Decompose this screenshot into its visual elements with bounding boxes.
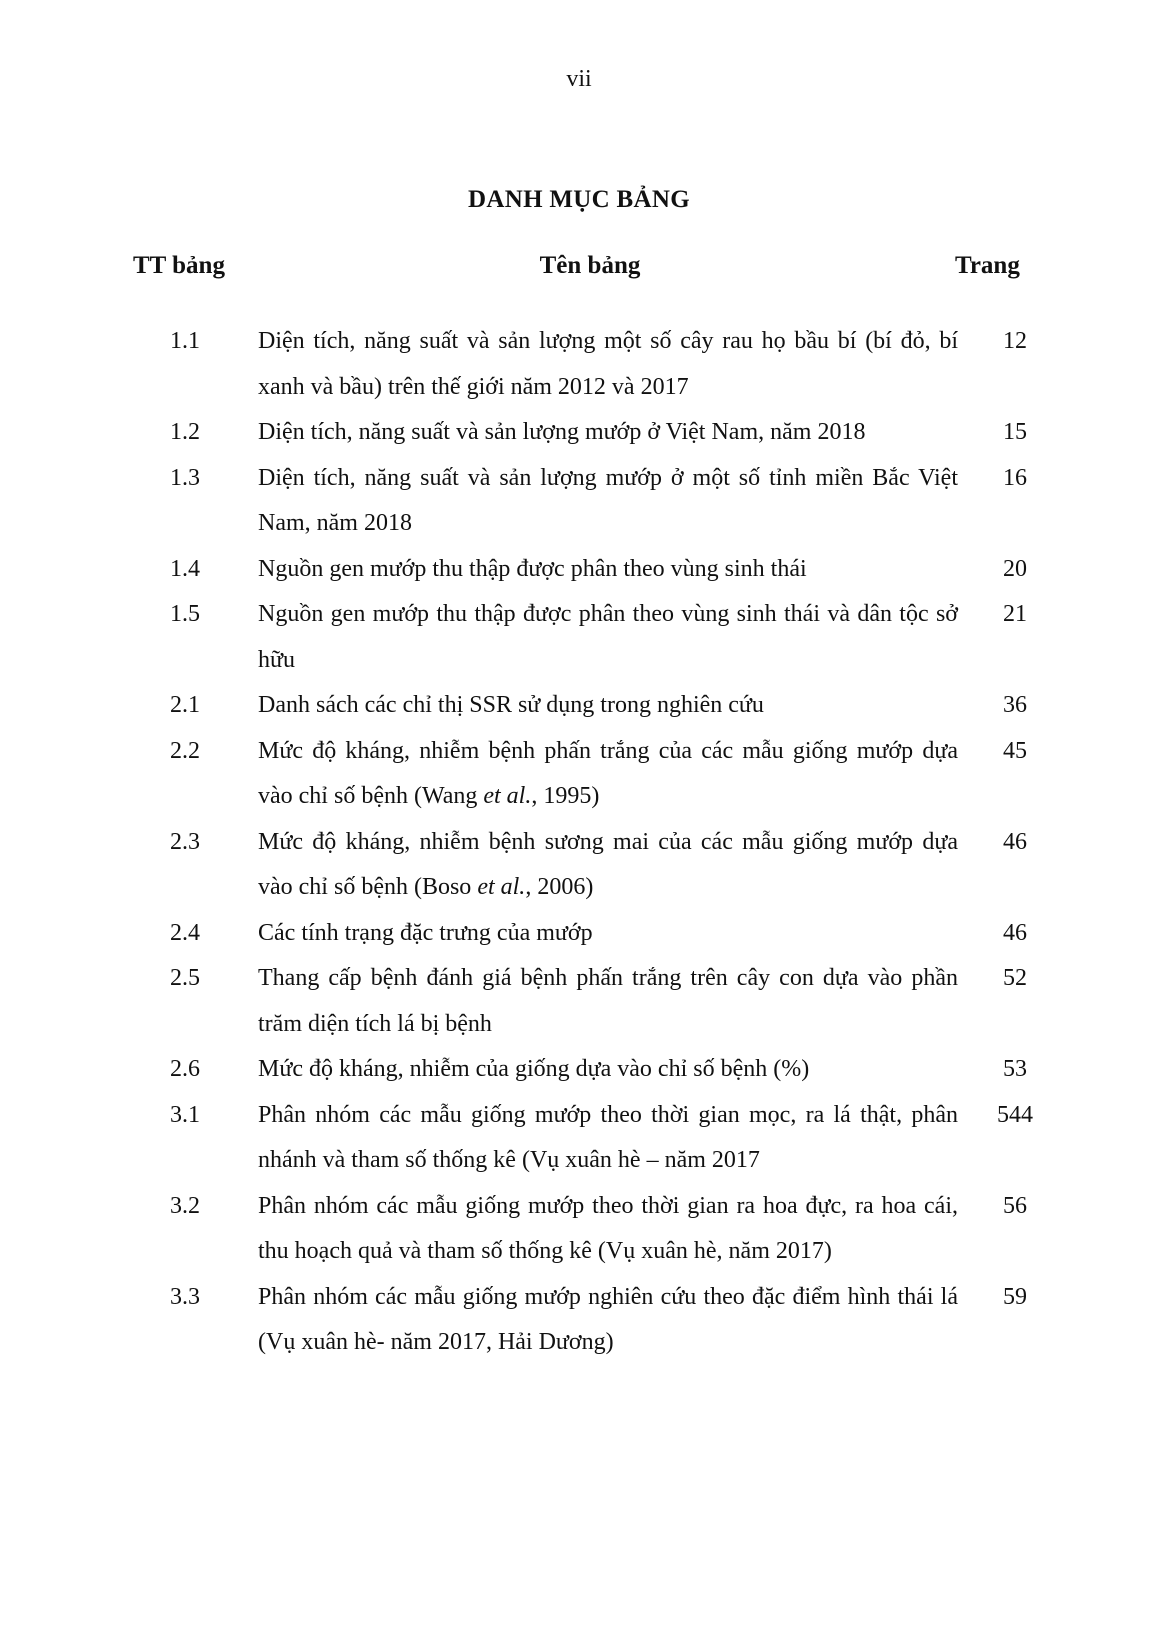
page-ref: 59 <box>1003 1283 1027 1310</box>
page-ref: 46 <box>1003 828 1027 855</box>
header-table-name: Tên bảng <box>539 252 641 279</box>
table-title-italic: et al. <box>477 874 526 900</box>
table-title: Phân nhóm các mẫu giống mướp nghiên cứu theo đặc điểm hình thái lá (Vụ xuân hè- năm 2017, Hải Dương) <box>258 1283 958 1355</box>
table-title-suffix: , 1995) <box>531 783 600 809</box>
list-item <box>0 1047 1158 1093</box>
table-number: 3.1 <box>170 1101 200 1128</box>
page-ref: 53 <box>1003 1056 1027 1082</box>
table-number: 1.1 <box>170 328 200 354</box>
table-title: Phân nhóm các mẫu giống mướp theo thời gian ra hoa đực, ra hoa cái, thu hoạch quả và tham số thống kê (Vụ xuân hè, năm 2017) <box>258 1192 958 1264</box>
table-title: Các tính trạng đặc trưng của mướp <box>258 919 593 946</box>
table-number: 1.3 <box>170 464 200 491</box>
list-item <box>0 911 1158 957</box>
table-number: 2.3 <box>170 828 200 855</box>
table-number: 2.6 <box>170 1056 200 1082</box>
table-number: 2.5 <box>170 965 200 991</box>
table-title: Diện tích, năng suất và sản lượng mướp ở Việt Nam, năm 2018 <box>258 419 866 445</box>
page-ref: 15 <box>1003 419 1027 445</box>
list-item <box>0 729 1158 820</box>
table-title <box>258 729 958 820</box>
table-number: 1.4 <box>170 555 200 582</box>
table-header <box>0 252 1158 292</box>
table-list <box>0 319 1158 1366</box>
table-number: 1.2 <box>170 419 200 445</box>
page-ref: 46 <box>1003 919 1027 946</box>
table-title: Nguồn gen mướp thu thập được phân theo vùng sinh thái và dân tộc sở hữu <box>258 601 958 673</box>
table-title-suffix: , 2006) <box>525 874 594 900</box>
table-title: Mức độ kháng, nhiễm của giống dựa vào chỉ số bệnh (%) <box>258 1056 810 1082</box>
table-title-italic: et al. <box>483 783 532 809</box>
page-ref: 45 <box>1003 737 1027 764</box>
table-title: Danh sách các chỉ thị SSR sử dụng trong nghiên cứu <box>258 692 764 718</box>
table-title-text: Mức độ kháng, nhiễm bệnh phấn trắng của các mẫu giống mướp dựa vào chỉ số bệnh (Wang <box>258 737 958 809</box>
table-number: 1.5 <box>170 601 200 627</box>
list-item <box>0 1275 1158 1366</box>
page-ref: 544 <box>997 1101 1033 1128</box>
table-title: Phân nhóm các mẫu giống mướp theo thời gian mọc, ra lá thật, phân nhánh và tham số thống kê (Vụ xuân hè – năm 2017 <box>258 1101 958 1173</box>
page-ref: 52 <box>1003 965 1027 991</box>
page-ref: 56 <box>1003 1192 1027 1219</box>
page-ref: 16 <box>1003 464 1027 491</box>
list-item <box>0 410 1158 456</box>
page-title: DANH MỤC BẢNG <box>468 186 690 213</box>
table-number: 2.1 <box>170 692 200 718</box>
table-title: Diện tích, năng suất và sản lượng một số cây rau họ bầu bí (bí đỏ, bí xanh và bầu) trên thế giới năm 2012 và 2017 <box>258 328 958 400</box>
page-ref: 12 <box>1003 328 1027 354</box>
list-item <box>0 820 1158 911</box>
list-item <box>0 319 1158 410</box>
page-number: vii <box>566 66 592 92</box>
table-title: Thang cấp bệnh đánh giá bệnh phấn trắng trên cây con dựa vào phần trăm diện tích lá bị bệnh <box>258 965 958 1037</box>
page-ref: 36 <box>1003 692 1027 718</box>
page-ref: 20 <box>1003 555 1027 582</box>
list-item <box>0 1184 1158 1275</box>
list-item <box>0 547 1158 593</box>
table-title: Diện tích, năng suất và sản lượng mướp ở một số tỉnh miền Bắc Việt Nam, năm 2018 <box>258 464 958 536</box>
list-item <box>0 956 1158 1047</box>
header-table-number: TT bảng <box>133 252 225 279</box>
table-number: 2.4 <box>170 919 200 946</box>
page-ref: 21 <box>1003 601 1027 627</box>
table-number: 3.3 <box>170 1283 200 1310</box>
header-page: Trang <box>955 252 1020 279</box>
table-title <box>258 820 958 911</box>
list-item <box>0 592 1158 683</box>
list-item <box>0 683 1158 729</box>
table-title-text: Mức độ kháng, nhiễm bệnh sương mai của các mẫu giống mướp dựa vào chỉ số bệnh (Boso <box>258 828 958 900</box>
table-number: 2.2 <box>170 737 200 764</box>
list-item <box>0 456 1158 547</box>
table-title: Nguồn gen mướp thu thập được phân theo vùng sinh thái <box>258 555 807 582</box>
list-item <box>0 1093 1158 1184</box>
table-number: 3.2 <box>170 1192 200 1219</box>
